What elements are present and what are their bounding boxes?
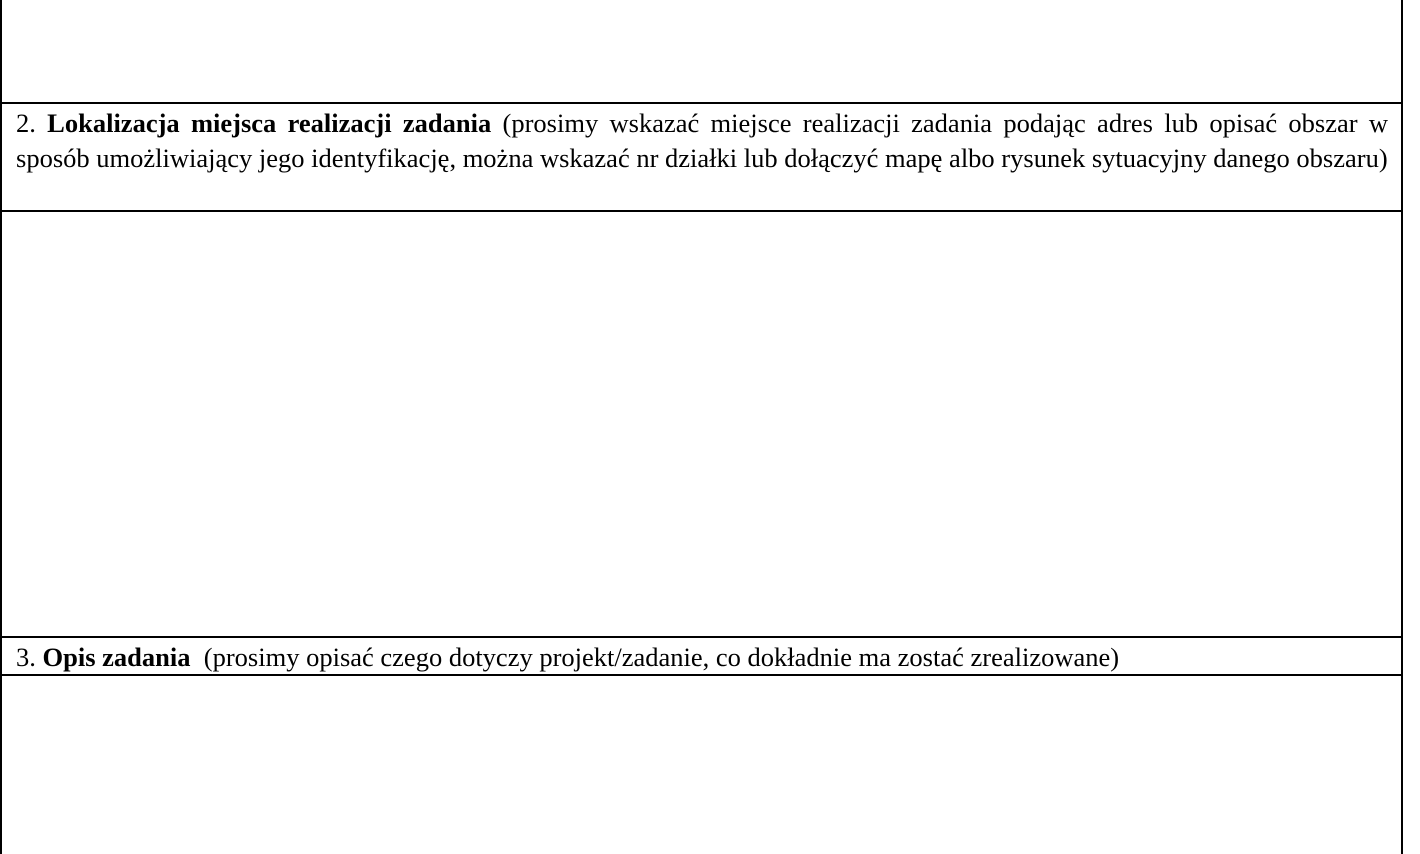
section-3-number: 3. bbox=[16, 642, 36, 672]
row-divider bbox=[0, 102, 1403, 104]
section-2-number: 2. bbox=[16, 108, 36, 138]
row-divider bbox=[0, 636, 1403, 638]
section-3-header bbox=[16, 640, 1388, 675]
section-2-answer-area[interactable] bbox=[2, 212, 1401, 636]
section-3-instruction: (prosimy opisać czego dotyczy projekt/zadanie, co dokładnie ma zostać zrealizowane) bbox=[203, 642, 1120, 672]
section-3-answer-area[interactable] bbox=[2, 676, 1401, 854]
previous-answer-area[interactable] bbox=[2, 0, 1401, 102]
section-2-title: Lokalizacja miejsca realizacji zadania bbox=[47, 108, 492, 138]
section-2-header bbox=[16, 106, 1388, 176]
table-right-border bbox=[1401, 0, 1403, 854]
section-3-title: Opis zadania bbox=[42, 642, 191, 672]
section-2-instruction: (prosimy wskazać miejsce realizacji zadania podając adres lub opisać obszar w sposób umożliwiający jego identyfikację, można wskazać nr działki lub dołączyć mapę albo rysunek sytuacyjny danego obszaru) bbox=[16, 108, 1389, 173]
